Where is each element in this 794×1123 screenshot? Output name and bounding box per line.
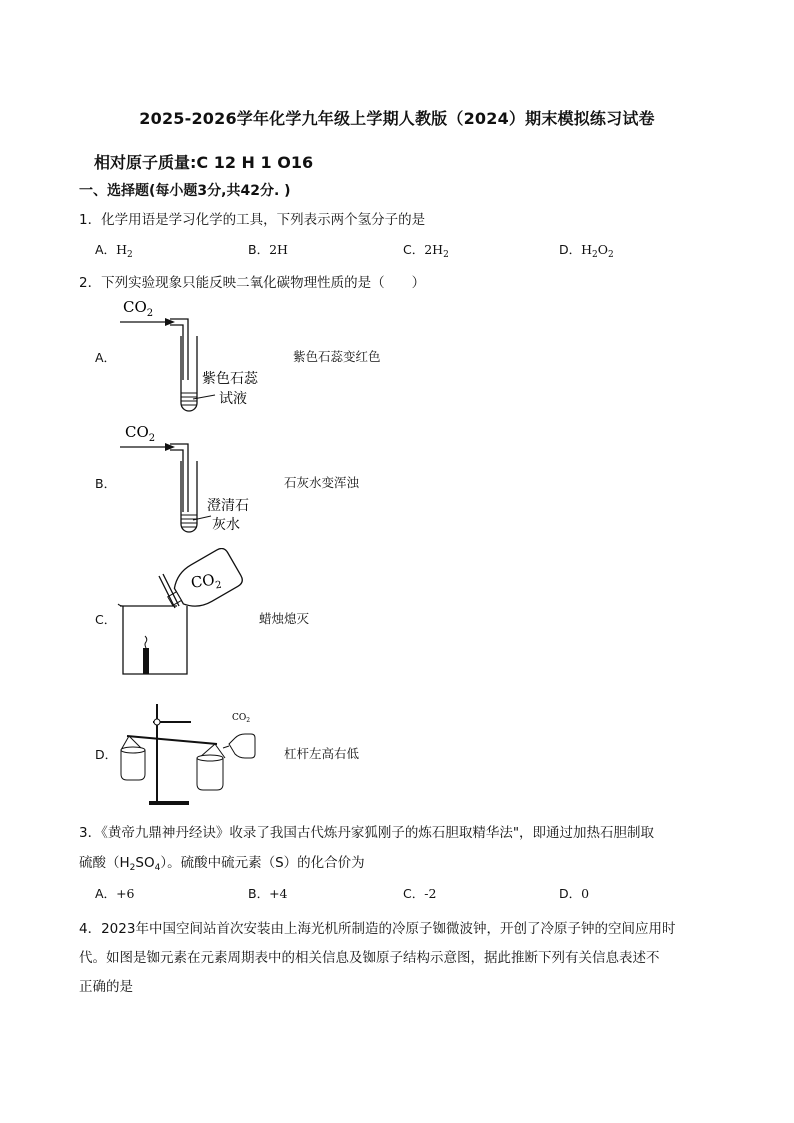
q1-option-a[interactable]: A．$H_2$	[95, 242, 133, 260]
question-stem: 《黄帝九鼎神丹经诀》收录了我国古代炼丹家狐刚子的炼石胆取精华法"，即通过加热石胆制取	[101, 825, 655, 841]
question-1	[79, 208, 425, 228]
q2-option-c-result: 蜡烛熄灭	[259, 611, 310, 626]
q2-option-a-label[interactable]: A．	[95, 350, 117, 365]
q2-option-d-result: 杠杆左高右低	[284, 746, 360, 761]
lever-balance-figure	[115, 700, 295, 808]
question-4-line-3: 正确的是	[79, 979, 133, 995]
q1-option-d[interactable]: D．$H_2O_2$	[559, 242, 614, 260]
question-stem: 下列实验现象只能反映二氧化碳物理性质的是（ ）	[101, 275, 426, 291]
question-3-line-1	[79, 821, 654, 841]
question-3-line-2: 硫酸$(H_2SO_4)$。硫酸中硫元素（S）的化合价为	[79, 855, 365, 873]
q2-option-b-label[interactable]: B．	[95, 476, 117, 491]
question-number: 3．	[79, 825, 102, 841]
question-2	[79, 271, 425, 291]
question-stem: 化学用语是学习化学的工具，下列表示两个氢分子的是	[101, 212, 426, 228]
co2-label: $CO_2$	[123, 298, 154, 319]
co2-label: $CO_2$	[125, 423, 156, 444]
question-4-line-2: 代。如图是铷元素在元素周期表中的相关信息及铷原子结构示意图，据此推断下列有关信息表述不	[79, 950, 660, 966]
section-heading: 一、选择题(每小题3分,共42分. )	[79, 183, 291, 199]
q2-option-b-result: 石灰水变浑浊	[284, 475, 360, 490]
limewater-label-2: 灰水	[212, 517, 240, 533]
question-number: 1．	[79, 212, 102, 228]
question-4-line-1	[79, 917, 675, 937]
exam-title: 2025-2026学年化学九年级上学期人教版（2024）期末模拟练习试卷	[139, 109, 655, 128]
q2-option-d-label[interactable]: D．	[95, 747, 118, 762]
q1-option-c[interactable]: C．$2H_2$	[403, 242, 449, 260]
q3-option-b[interactable]: B．+4	[248, 886, 288, 901]
atomic-mass-line: 相对原子质量:C 12 H 1 O16	[94, 153, 314, 172]
limewater-test-tube-figure	[115, 420, 275, 540]
co2-label: $CO_2$	[189, 570, 223, 592]
question-number: 4．	[79, 921, 102, 937]
q1-option-b[interactable]: B．2H	[248, 242, 288, 257]
co2-label: $CO_2$	[232, 713, 251, 724]
q3-option-a[interactable]: A．+6	[95, 886, 135, 901]
q2-option-a-result: 紫色石蕊变红色	[293, 349, 381, 364]
q3-option-d[interactable]: D．0	[559, 886, 590, 901]
limewater-label-1: 澄清石	[207, 498, 249, 514]
litmus-test-tube-figure	[115, 295, 275, 420]
candle-beaker-figure	[115, 548, 250, 680]
question-stem: 2023年中国空间站首次安装由上海光机所制造的冷原子铷微波钟，开创了冷原子钟的空间应用时	[101, 921, 676, 937]
litmus-label: 紫色石蕊	[202, 371, 258, 387]
q3-option-c[interactable]: C．-2	[403, 886, 437, 901]
solution-label: 试液	[219, 391, 247, 407]
q2-option-c-label[interactable]: C．	[95, 612, 117, 627]
question-number: 2．	[79, 275, 102, 291]
